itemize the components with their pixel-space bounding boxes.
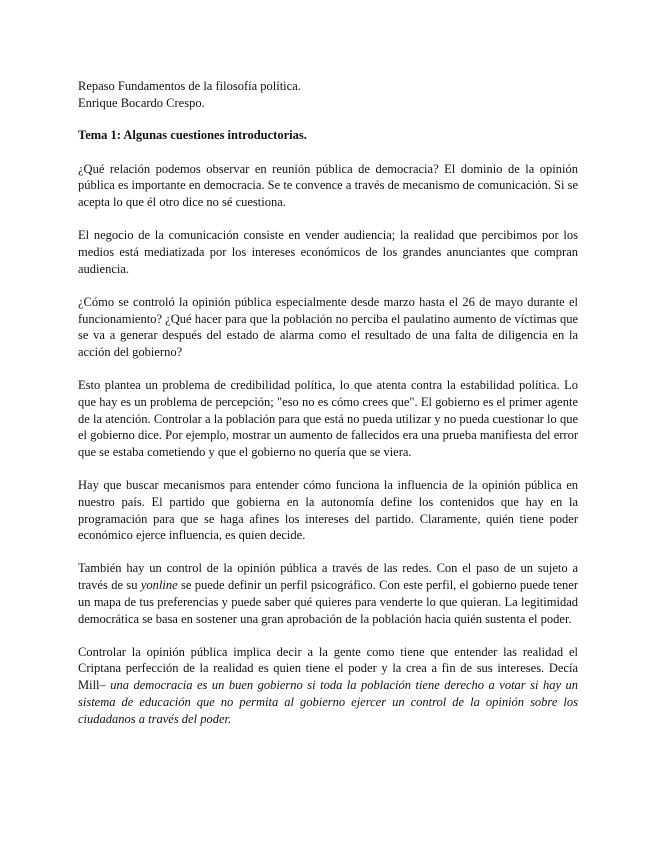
paragraph-6 <box>78 560 578 627</box>
course-title: Repaso Fundamentos de la filosofía política. <box>78 79 301 93</box>
paragraph-5: Hay que buscar mecanismos para entender cómo funciona la influencia de la opinión pública en nuestro país. El partido que gobierna en la autonomía define los contenidos que hay en la programación para que se haga afines los intereses del partido. Claramente, quién tiene poder económico ejerce influencia, es quien decide. <box>78 478 578 543</box>
paragraph-4: Esto plantea un problema de credibilidad política, lo que atenta contra la estabilidad política. Lo que hay es un problema de percepción; "eso no es cómo crees que". El gobierno es el primer agente de la atención. Controlar a la población para que está no pueda utilizar y no pueda cuestionar lo que el gobierno dice. Por ejemplo, mostrar un aumento de fallecidos era una prueba manifiesta del error que se estaba cometiendo y que el gobierno no quería que se viera. <box>78 378 578 459</box>
section-heading: Tema 1: Algunas cuestiones introductorias. <box>78 128 307 143</box>
mill-quote: una democracia es un buen gobierno si toda la población tiene derecho a votar si hay un sistema de educación que no permita al gobierno ejercer un control de la opinión sobre los ciudadanos a través del poder. <box>78 678 578 726</box>
paragraph-1: ¿Qué relación podemos observar en reunión pública de democracia? El dominio de la opinión pública es importante en democracia. Se te convence a través de mecanismo de comunicación. Si se acepta lo que él otro dice no sé cuestiona. <box>78 161 578 210</box>
author-name: Enrique Bocardo Crespo. <box>78 95 205 110</box>
paragraph-7 <box>78 644 578 728</box>
document-page <box>78 78 578 727</box>
paragraph-3: ¿Cómo se controló la opinión pública especialmente desde marzo hasta el 26 de mayo durante el funcionamiento? ¿Qué hacer para que la población no perciba el paulatino aumento de víctimas que se va a generar después del estado de alarma como el resultado de una falta de diligencia en la acción del gobierno? <box>78 294 578 359</box>
paragraph-2: El negocio de la comunicación consiste en vender audiencia; la realidad que percibimos por los medios está mediatizada por los intereses económicos de los grandes anunciantes que compran audiencia. <box>78 228 578 276</box>
paragraph-7-text: Controlar la opinión pública implica decir a la gente como tiene que entender las realidad el Criptana perfección de la realidad es quien tiene el poder y la crea a fin de sus intereses. Decía Mill– <box>78 644 578 693</box>
paragraph-6-text-b: se puede definir un perfil psicográfico. Con este perfil, el gobierno puede tener un mapa de tus preferencias y puede saber qué quieres para venderte lo que quieran. La legitimidad democrática se basa en sostener una gran aprobación de la población hacia quién sustenta el poder. <box>78 578 578 626</box>
paragraph-6-italic: yonline <box>140 578 178 593</box>
paragraph-6-text-a: También hay un control de la opinión pública a través de las redes. Con el paso de un sujeto a través de su <box>78 561 578 593</box>
document-header <box>78 78 578 111</box>
